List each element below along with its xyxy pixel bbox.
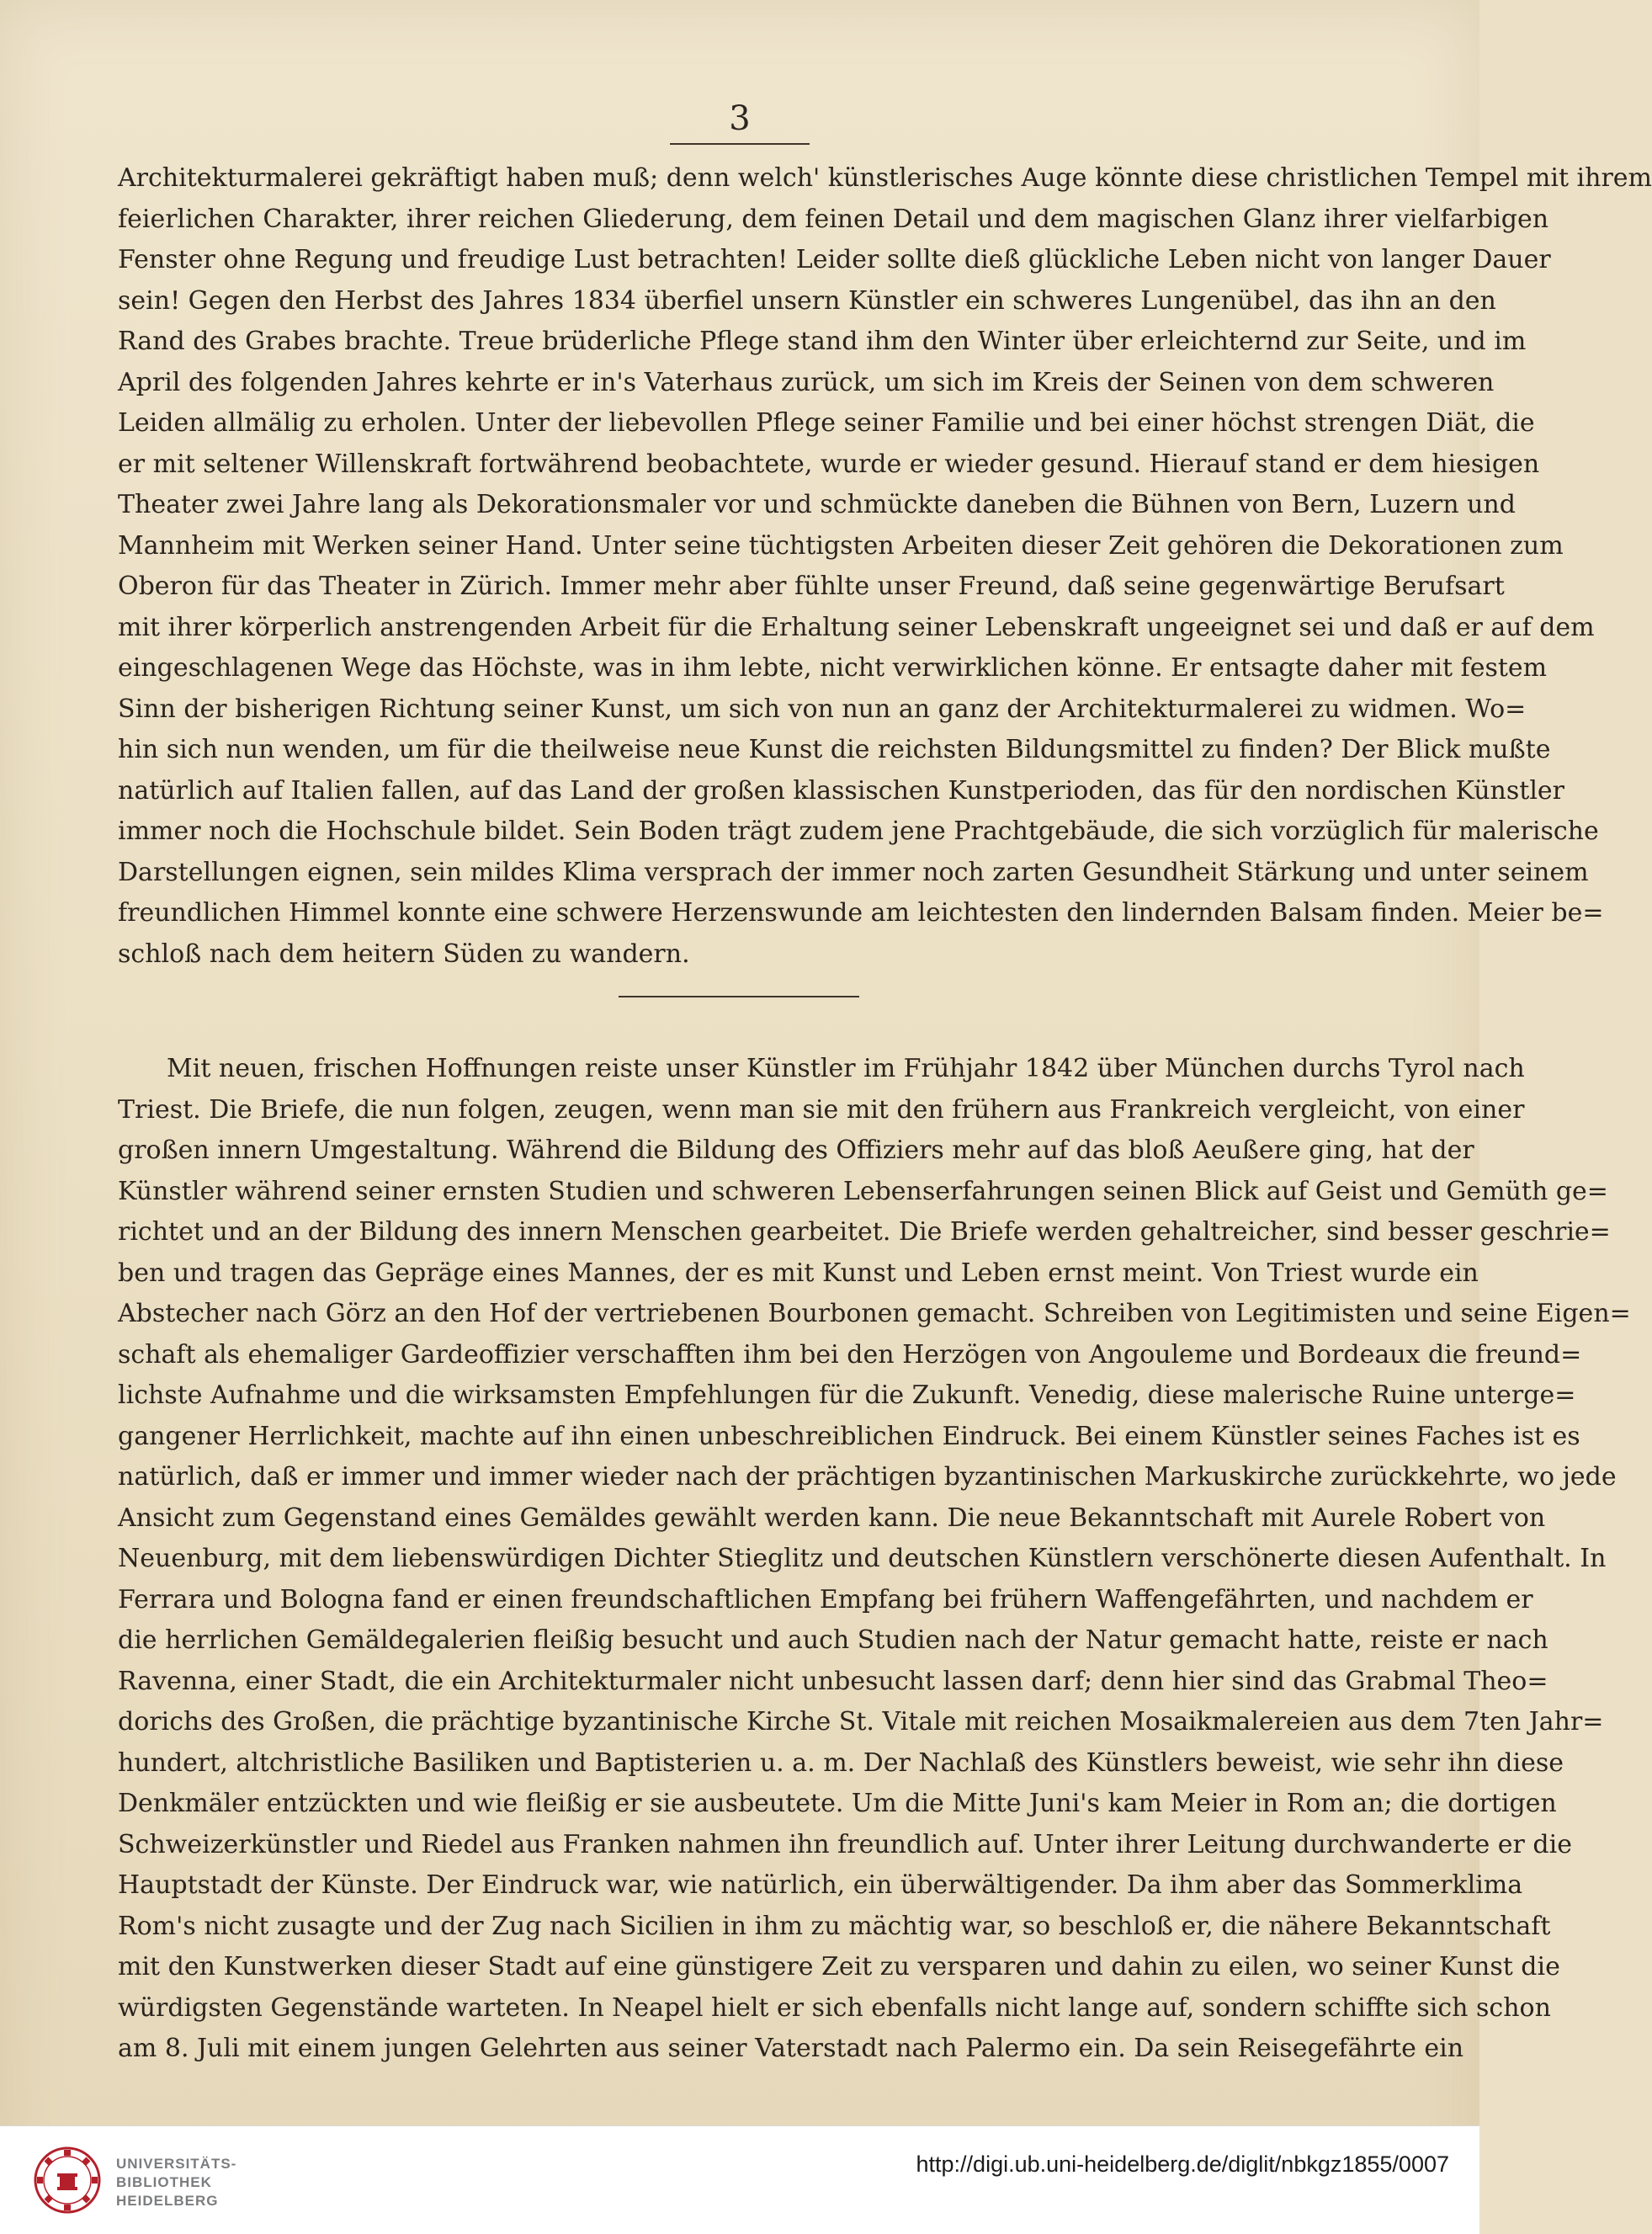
institution-line-1: UNIVERSITÄTS- xyxy=(116,2156,237,2172)
text-line: die herrlichen Gemäldegalerien fleißig besucht und auch Studien nach der Natur gemacht hatte, reiste er nach xyxy=(118,1625,1548,1655)
text-line: mit den Kunstwerken dieser Stadt auf eine günstigere Zeit zu versparen und dahin zu eilen, wo seiner Kunst die xyxy=(118,1952,1560,1981)
text-line: Sinn der bisherigen Richtung seiner Kunst, um sich von nun an ganz der Architekturmalerei zu widmen. Wo= xyxy=(118,694,1527,724)
text-line: Leiden allmälig zu erholen. Unter der liebevollen Pflege seiner Familie und bei einer höchst strengen Diät, die xyxy=(118,408,1535,438)
header-rule xyxy=(670,143,810,145)
text-line: eingeschlagenen Wege das Höchste, was in ihm lebte, nicht verwirklichen könne. Er entsagte daher mit festem xyxy=(118,653,1548,683)
text-line: richtet und an der Bildung des innern Menschen gearbeitet. Die Briefe werden gehaltreicher, sind besser geschrie= xyxy=(118,1217,1611,1247)
institution-line-3: HEIDELBERG xyxy=(116,2193,219,2209)
text-line: Rand des Grabes brachte. Treue brüderliche Pflege stand ihm den Winter über erleichternd zur Seite, und im xyxy=(118,327,1527,356)
university-seal-logo-icon xyxy=(34,2146,101,2214)
text-line: hin sich nun wenden, um für die theilweise neue Kunst die reichsten Bildungsmittel zu finden? Der Blick mußte xyxy=(118,735,1551,764)
text-line: Ansicht zum Gegenstand eines Gemäldes gewählt werden kann. Die neue Bekanntschaft mit Aurele Robert von xyxy=(118,1503,1546,1533)
text-line: Denkmäler entzückten und wie fleißig er sie ausbeutete. Um die Mitte Juni's kam Meier in Rom an; die dortigen xyxy=(118,1789,1557,1818)
text-line: Neuenburg, mit dem liebenswürdigen Dichter Stieglitz und deutschen Künstlern verschönerte diesen Aufenthalt. In xyxy=(118,1544,1607,1573)
text-line: hundert, altchristliche Basiliken und Baptisterien u. a. m. Der Nachlaß des Künstlers beweist, wie sehr ihn diese xyxy=(118,1747,1564,1778)
text-line: Mannheim mit Werken seiner Hand. Unter seine tüchtigsten Arbeiten dieser Zeit gehören die Dekorationen zum xyxy=(118,530,1564,561)
text-line: Triest. Die Briefe, die nun folgen, zeugen, wenn man sie mit den frühern aus Frankreich vergleicht, von einer xyxy=(118,1094,1525,1125)
text-line: Ravenna, einer Stadt, die ein Architekturmaler nicht unbesucht lassen darf; denn hier sind das Grabmal Theo= xyxy=(118,1666,1548,1696)
text-line: lichste Aufnahme und die wirksamsten Empfehlungen für die Zukunft. Venedig, diese malerische Ruine unterge= xyxy=(118,1380,1576,1410)
text-line: sein! Gegen den Herbst des Jahres 1834 überfiel unsern Künstler ein schweres Lungenübel, das ihn an den xyxy=(118,285,1496,316)
text-line: würdigsten Gegenstände warteten. In Neapel hielt er sich ebenfalls nicht lange auf, sondern schiffte sich schon xyxy=(118,1992,1551,2023)
text-line: feierlichen Charakter, ihrer reichen Gliederung, dem feinen Detail und dem magischen Glanz ihrer vielfarbigen xyxy=(118,204,1549,234)
text-line: Mit neuen, frischen Hoffnungen reiste unser Künstler im Frühjahr 1842 über München durchs Tyrol nach xyxy=(167,1054,1525,1083)
text-line: Fenster ohne Regung und freudige Lust betrachten! Leider sollte dieß glückliche Leben nicht von langer Dauer xyxy=(118,245,1551,274)
text-line: Abstecher nach Görz an den Hof der vertriebenen Bourbonen gemacht. Schreiben von Legitimisten und seine Eigen= xyxy=(118,1299,1631,1328)
text-line: am 8. Juli mit einem jungen Gelehrten aus seiner Vaterstadt nach Palermo ein. Da sein Reisegefährte ein xyxy=(118,2034,1464,2063)
text-line: Rom's nicht zusagte und der Zug nach Sicilien in ihm zu mächtig war, so beschloß er, die nähere Bekanntschaft xyxy=(118,1911,1551,1941)
permalink-url[interactable]: http://digi.ub.uni-heidelberg.de/diglit/nbkgz1855/0007 xyxy=(916,2152,1449,2177)
text-line: Oberon für das Theater in Zürich. Immer mehr aber fühlte unser Freund, daß seine gegenwärtige Berufsart xyxy=(118,572,1505,601)
text-line: Theater zwei Jahre lang als Dekorationsmaler vor und schmückte daneben die Bühnen von Bern, Luzern und xyxy=(118,490,1516,519)
text-line: Darstellungen eignen, sein mildes Klima versprach der immer noch zarten Gesundheit Stärkung und unter seinem xyxy=(118,857,1589,887)
text-line: gangener Herrlichkeit, machte auf ihn einen unbeschreiblichen Eindruck. Bei einem Künstler seines Faches ist es xyxy=(118,1421,1580,1451)
text-line: schloß nach dem heitern Süden zu wandern. xyxy=(118,939,690,969)
text-line: natürlich auf Italien fallen, auf das Land der großen klassischen Kunstperioden, das für den nordischen Künstler xyxy=(118,775,1565,806)
text-line: Ferrara und Bologna fand er einen freundschaftlichen Empfang bei frühern Waffengefährten, und nachdem er xyxy=(118,1584,1533,1614)
text-line: natürlich, daß er immer und immer wieder nach der prächtigen byzantinischen Markuskirche zurückkehrte, wo jede xyxy=(118,1462,1617,1492)
text-line: dorichs des Großen, die prächtige byzantinische Kirche St. Vitale mit reichen Mosaikmalereien aus dem 7ten Jahr= xyxy=(118,1707,1604,1737)
text-line: ben und tragen das Gepräge eines Mannes, der es mit Kunst und Leben ernst meint. Von Triest wurde ein xyxy=(118,1258,1479,1288)
text-line: schaft als ehemaliger Gardeoffizier verschafften ihm bei den Herzögen von Angouleme und Bordeaux die freund= xyxy=(118,1339,1582,1370)
section-divider xyxy=(619,996,859,997)
institution-line-2: BIBLIOTHEK xyxy=(116,2174,212,2190)
text-line: großen innern Umgestaltung. Während die Bildung des Offiziers mehr auf das bloß Aeußere ging, hat der xyxy=(118,1136,1474,1165)
page-number: 3 xyxy=(729,99,751,138)
text-line: Architekturmalerei gekräftigt haben muß; denn welch' künstlerisches Auge könnte diese christlichen Tempel mit ihrem xyxy=(118,163,1652,193)
text-line: er mit seltener Willenskraft fortwährend beobachtete, wurde er wieder gesund. Hierauf stand er dem hiesigen xyxy=(118,449,1540,479)
text-line: immer noch die Hochschule bildet. Sein Boden trägt zudem jene Prachtgebäude, die sich vorzüglich für malerische xyxy=(118,816,1599,846)
text-line: April des folgenden Jahres kehrte er in's Vaterhaus zurück, um sich im Kreis der Seinen von dem schweren xyxy=(118,367,1495,397)
text-line: Hauptstadt der Künste. Der Eindruck war, wie natürlich, ein überwältigender. Da ihm aber das Sommerklima xyxy=(118,1870,1523,1900)
text-line: freundlichen Himmel konnte eine schwere Herzenswunde am leichtesten den lindernden Balsam finden. Meier be= xyxy=(118,898,1604,928)
text-line: mit ihrer körperlich anstrengenden Arbeit für die Erhaltung seiner Lebenskraft ungeeignet sei und daß er auf dem xyxy=(118,612,1595,642)
text-line: Künstler während seiner ernsten Studien und schweren Lebenserfahrungen seinen Blick auf Geist und Gemüth ge= xyxy=(118,1176,1608,1206)
text-line: Schweizerkünstler und Riedel aus Franken nahmen ihn freundlich auf. Unter ihrer Leitung durchwanderte er die xyxy=(118,1829,1572,1859)
